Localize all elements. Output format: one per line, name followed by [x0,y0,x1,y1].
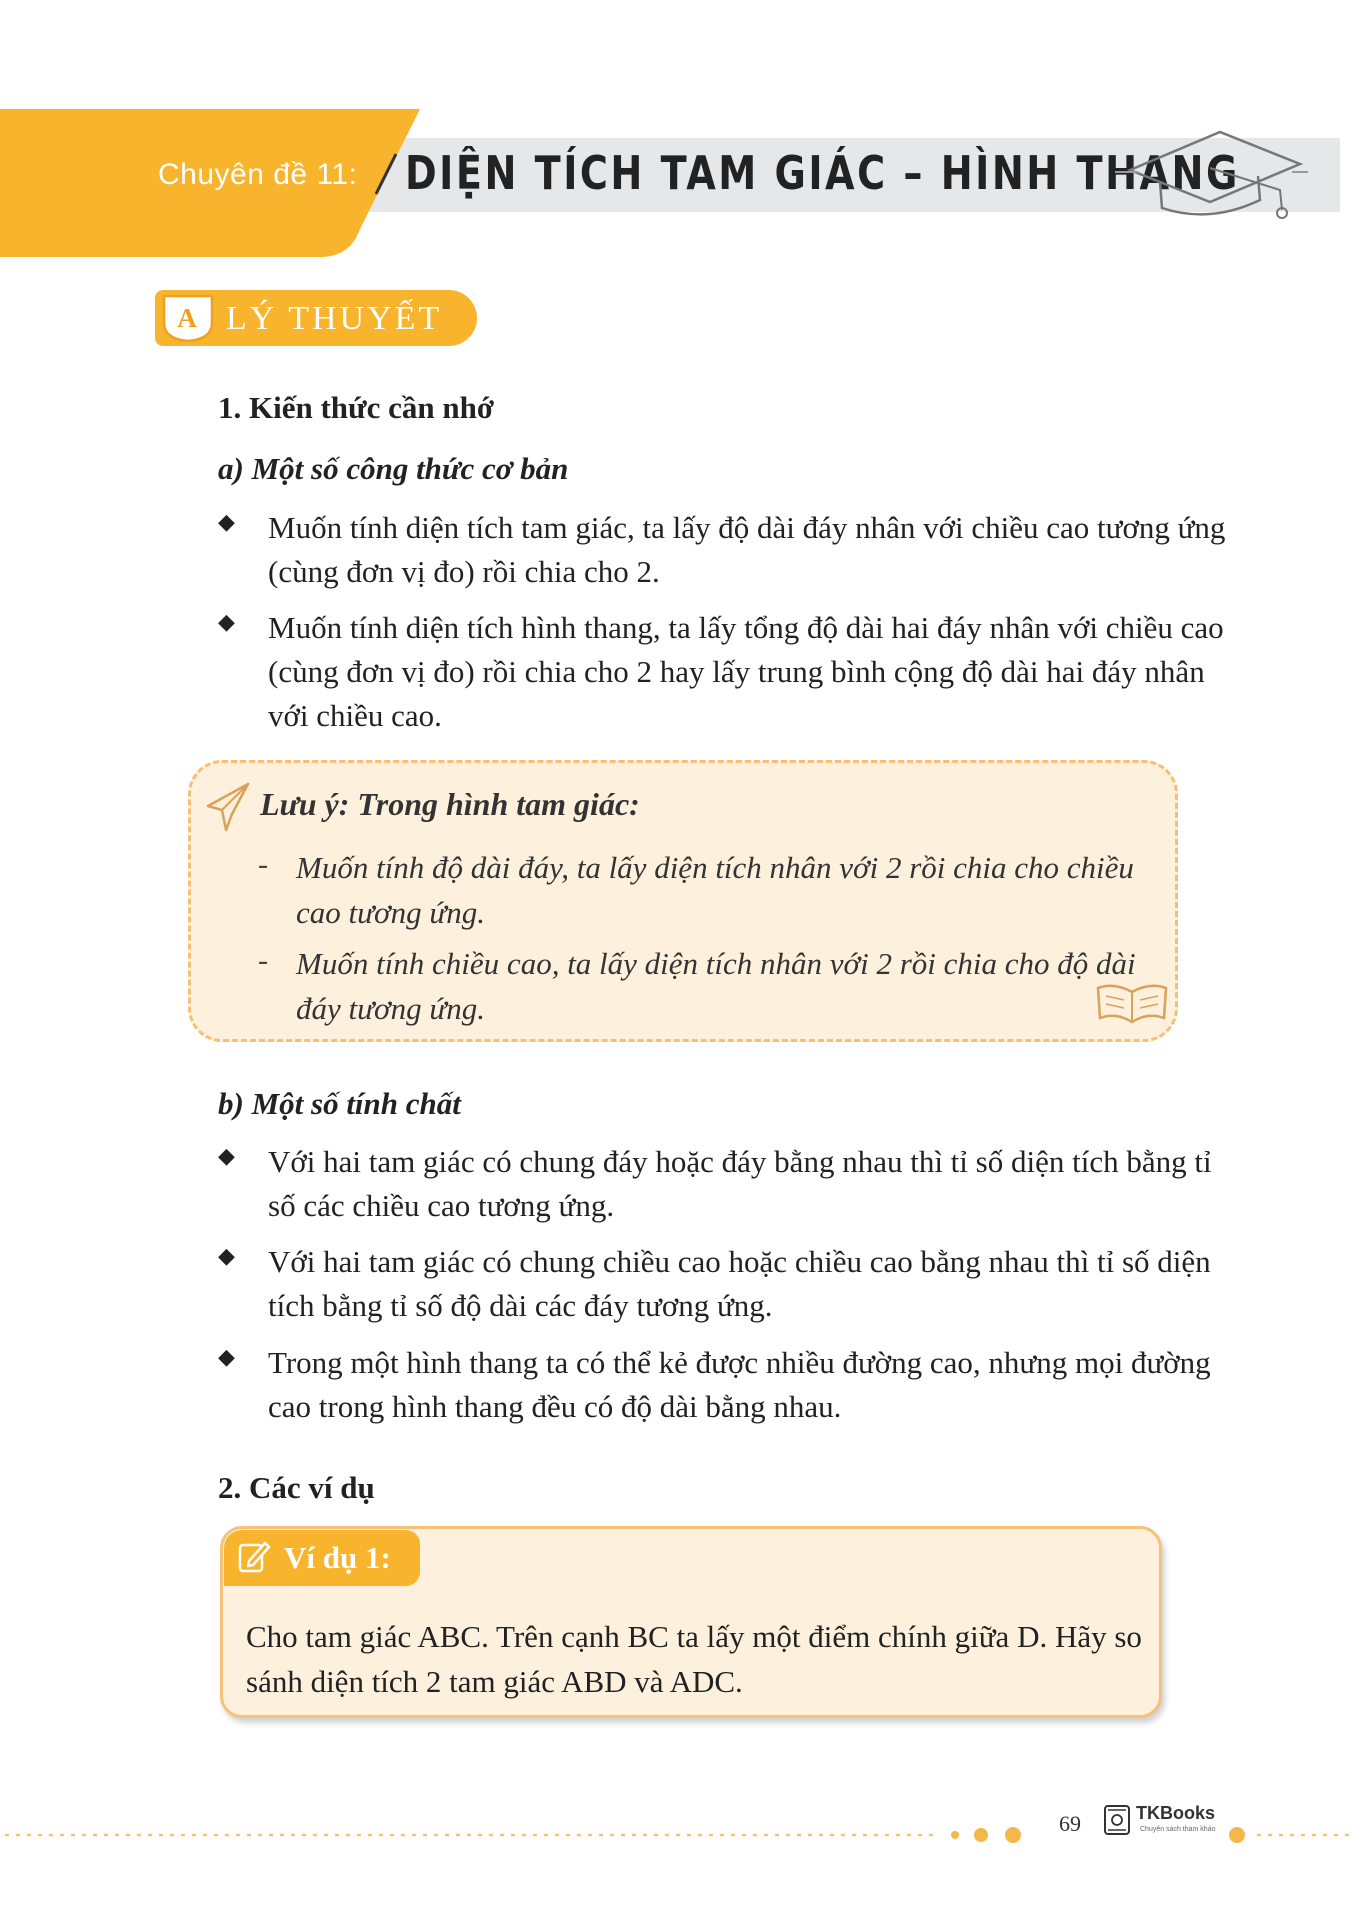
title-slash [370,150,400,198]
chapter-title: DIỆN TÍCH TAM GIÁC – HÌNH THANG [405,146,1240,200]
example-title: Ví dụ 1: [284,1540,391,1575]
bullet-diamond-icon: ◆ [218,610,235,635]
bullet-diamond-icon: ◆ [218,510,235,535]
bullet-diamond-icon: ◆ [218,1244,235,1269]
examples-heading: 2. Các ví dụ [218,1470,375,1505]
note-item-base-length: Muốn tính độ dài đáy, ta lấy diện tích nhân với 2 rồi chia cho chiều cao tương ứng. [296,850,1134,930]
paper-plane-icon [204,780,254,834]
open-book-icon [1092,980,1172,1028]
property-trapezoid-heights: Trong một hình thang ta có thể kẻ được nhiều đường cao, nhưng mọi đường cao trong hình thang đều có độ dài bằng nhau. [268,1345,1211,1424]
note-title: Lưu ý: Trong hình tam giác: [260,786,640,822]
section-title: LÝ THUYẾT [226,300,443,337]
properties-subheading: b) Một số tính chất [218,1086,461,1121]
bullet-diamond-icon: ◆ [218,1345,235,1370]
bullet-diamond-icon: ◆ [218,1144,235,1169]
property-common-base: Với hai tam giác có chung đáy hoặc đáy bằng nhau thì tỉ số diện tích bằng tỉ số các chiều cao tương ứng. [268,1144,1212,1223]
edit-note-icon [237,1539,271,1575]
formulas-subheading: a) Một số công thức cơ bản [218,451,569,486]
page-number: 69 [1059,1811,1081,1836]
brand-tagline: Chuyên sách tham khảo [1140,1826,1216,1833]
formula-triangle-area: Muốn tính diện tích tam giác, ta lấy độ dài đáy nhân với chiều cao tương ứng (cùng đơn vị đo) rồi chia cho 2. [268,510,1226,589]
formula-trapezoid-area: Muốn tính diện tích hình thang, ta lấy tổng độ dài hai đáy nhân với chiều cao (cùng đơn vị đo) rồi chia cho 2 hay lấy trung bình cộng độ dài hai đáy nhân với chiều cao. [268,610,1224,733]
chapter-label: Chuyên đề 11: [158,158,358,191]
tkbooks-logo-icon [1102,1802,1134,1838]
note-dash: - [258,848,268,881]
graduation-cap-icon [1110,120,1310,220]
knowledge-heading: 1. Kiến thức cần nhớ [218,390,495,425]
note-item-height: Muốn tính chiều cao, ta lấy diện tích nhân với 2 rồi chia cho độ dài đáy tương ứng. [296,946,1136,1026]
brand-name: TKBooks [1136,1803,1216,1823]
note-dash: - [258,944,268,977]
section-letter: A [177,303,197,333]
example-body: Cho tam giác ABC. Trên cạnh BC ta lấy một điểm chính giữa D. Hãy so sánh diện tích 2 tam giác ABD và ADC. [246,1619,1142,1699]
property-common-height: Với hai tam giác có chung chiều cao hoặc chiều cao bằng nhau thì tỉ số diện tích bằng tỉ số độ dài các đáy tương ứng. [268,1244,1211,1323]
